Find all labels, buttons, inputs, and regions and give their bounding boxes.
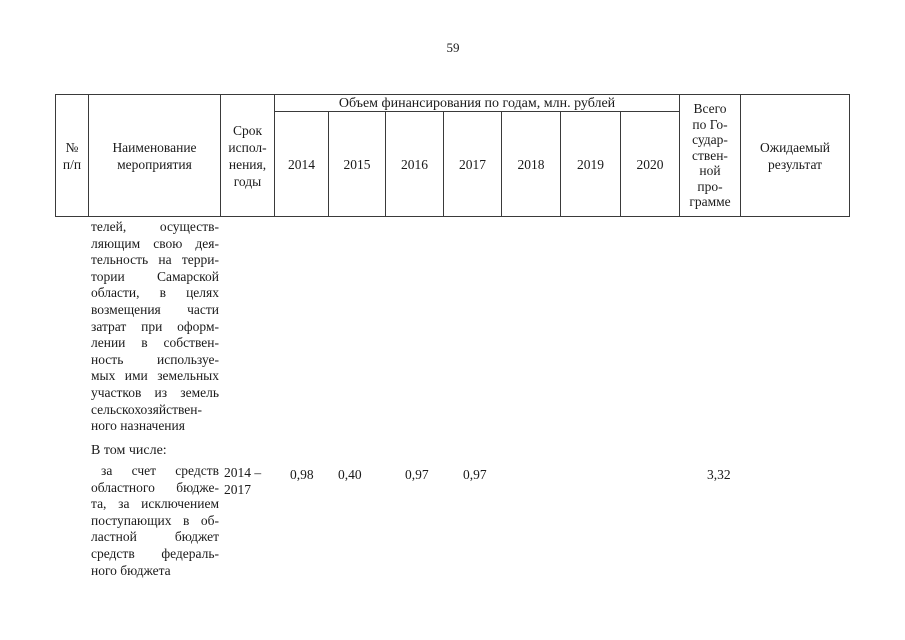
header-year-2016: 2016 — [385, 111, 444, 217]
header-funding-title: Объем финансирования по годам, млн. рублей — [274, 94, 680, 112]
value-2014: 0,98 — [290, 467, 314, 482]
value-total: 3,32 — [707, 467, 731, 482]
header-year-2015: 2015 — [328, 111, 386, 217]
header-year-2017: 2017 — [443, 111, 502, 217]
header-year-2018: 2018 — [501, 111, 561, 217]
value-2017: 0,97 — [463, 467, 487, 482]
header-number: № п/п — [55, 94, 89, 217]
row-name: за счет средств областного бюдже- та, за исключением поступающих в об- ластной бюджет средств федераль- ного бюджета — [91, 463, 219, 578]
header-term: Срок испол- нения, годы — [220, 94, 275, 217]
header-name: Наименование мероприятия — [88, 94, 221, 217]
page-number: 59 — [446, 40, 460, 55]
header-year-2020: 2020 — [620, 111, 680, 217]
including-label: В том числе: — [91, 443, 167, 458]
header-year-2014: 2014 — [274, 111, 329, 217]
continuation-text: телей, осуществ- ляющим свою дея- тельность на терри- тории Самарской области, в целях возмещения части затрат при оформ- лении в собствен- ность используе- мых ими земельных участков из земель сельскохозяйствен- ного назначения — [91, 219, 219, 434]
header-result: Ожидаемый результат — [740, 94, 850, 217]
row-term: 2014 – 2017 — [224, 465, 262, 497]
value-2016: 0,97 — [405, 467, 429, 482]
value-2015: 0,40 — [338, 467, 362, 482]
header-year-2019: 2019 — [560, 111, 621, 217]
header-total: Всего по Го- судар- ствен- ной про- грамме — [679, 94, 741, 217]
